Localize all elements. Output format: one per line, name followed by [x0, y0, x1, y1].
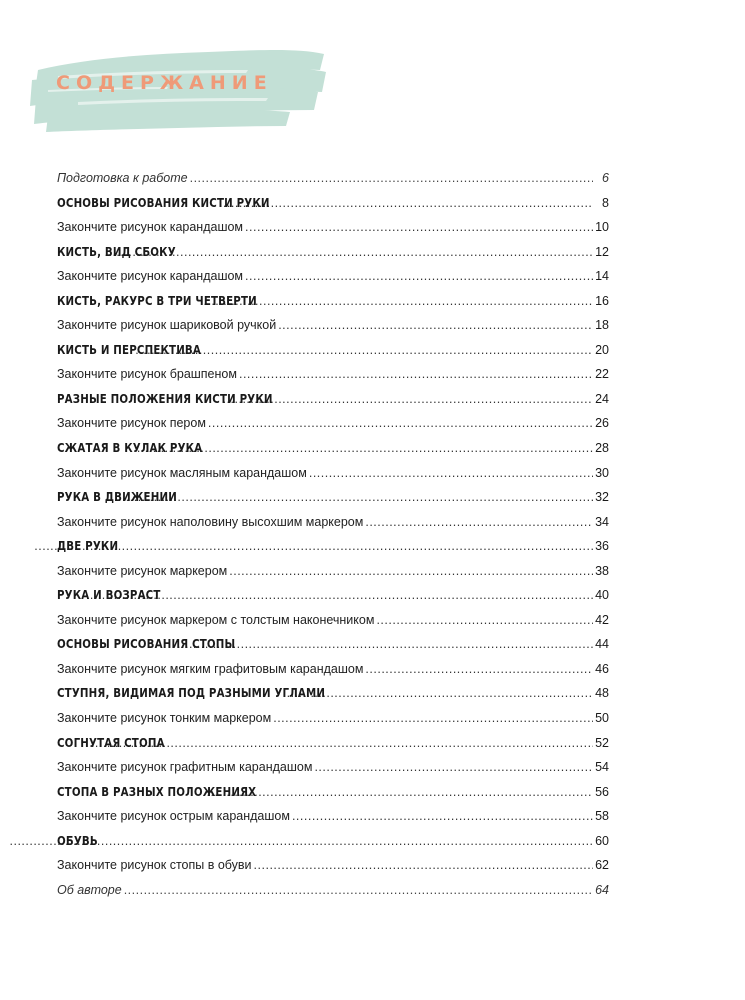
toc-entry-label: Закончите рисунок брашпеном: [57, 367, 237, 382]
dot-leader: [208, 411, 593, 436]
dot-leader: [91, 731, 593, 756]
toc-entry-label: КИСТЬ, ВИД СБОКУ: [57, 243, 176, 259]
toc-chapter-row[interactable]: [57, 289, 609, 314]
toc-page-number: 62: [595, 858, 609, 873]
toc-entry-label: РУКА И ВОЗРАСТ: [57, 587, 161, 603]
toc-entry-label: Закончите рисунок острым карандашом: [57, 809, 290, 824]
toc-exercise-row[interactable]: [57, 411, 609, 436]
toc-chapter-row[interactable]: [57, 583, 609, 608]
toc-page-number: 36: [595, 539, 609, 554]
toc-exercise-row[interactable]: [57, 362, 609, 387]
toc-entry-label: СТУПНЯ, ВИДИМАЯ ПОД РАЗНЫМИ УГЛАМИ: [57, 685, 326, 701]
dot-leader: [254, 853, 593, 878]
dot-leader: [365, 510, 593, 535]
toc-chapter-row[interactable]: [57, 731, 609, 756]
toc-entry-label: Об авторе: [57, 882, 122, 897]
toc-entry-label: Закончите рисунок маркером с толстым наконечником: [57, 612, 375, 627]
toc-chapter-row[interactable]: [57, 191, 609, 216]
dot-leader: [203, 780, 593, 805]
toc-entry-label: Закончите рисунок карандашом: [57, 269, 244, 284]
table-of-contents: [57, 166, 609, 902]
dot-leader: [203, 289, 593, 314]
dot-leader: [287, 681, 593, 706]
toc-chapter-row[interactable]: [57, 240, 609, 265]
toc-entry-label: ОСНОВЫ РИСОВАНИЯ СТОПЫ: [57, 636, 236, 652]
toc-page-number: 10: [595, 220, 609, 235]
toc-exercise-row[interactable]: [57, 608, 609, 633]
dot-leader: [86, 583, 593, 608]
toc-page-number: 20: [595, 342, 609, 357]
dot-leader: [239, 362, 593, 387]
toc-section-row[interactable]: [57, 878, 609, 903]
toc-exercise-row[interactable]: [57, 264, 609, 289]
toc-exercise-row[interactable]: [57, 853, 609, 878]
dot-leader: [376, 608, 593, 633]
toc-entry-label: КИСТЬ, РАКУРС В ТРИ ЧЕТВЕРТИ: [57, 292, 257, 308]
dot-leader: [105, 240, 593, 265]
toc-page-number: 34: [595, 514, 609, 529]
toc-page-number: 12: [595, 244, 609, 259]
dot-leader: [309, 461, 593, 486]
toc-exercise-row[interactable]: [57, 215, 609, 240]
dot-leader: [190, 166, 593, 191]
toc-entry-label: Закончите рисунок шариковой ручкой: [57, 318, 277, 333]
toc-entry-label: ОБУВЬ: [57, 832, 98, 848]
toc-entry-label: Подготовка к работе: [57, 171, 188, 185]
page-title: СОДЕРЖАНИЕ: [56, 72, 273, 94]
toc-chapter-row[interactable]: [57, 681, 609, 706]
dot-leader: [278, 313, 593, 338]
dot-leader: [229, 559, 593, 584]
toc-page-number: 26: [595, 416, 609, 431]
toc-exercise-row[interactable]: [57, 559, 609, 584]
dot-leader: [124, 878, 593, 903]
toc-page-number: 48: [595, 686, 609, 701]
toc-entry-label: РАЗНЫЕ ПОЛОЖЕНИЯ КИСТИ РУКИ: [57, 390, 273, 406]
toc-page-number: 58: [595, 809, 609, 824]
toc-entry-label: Закончите рисунок наполовину высохшим маркером: [57, 514, 364, 529]
toc-page-number: 38: [595, 563, 609, 578]
toc-page-number: 44: [595, 637, 609, 652]
toc-entry-label: Закончите рисунок стопы в обуви: [57, 858, 252, 873]
toc-page-number: 42: [595, 612, 609, 627]
toc-page-number: 24: [595, 391, 609, 406]
toc-page-number: 22: [595, 367, 609, 382]
toc-exercise-row[interactable]: [57, 313, 609, 338]
toc-page-number: 50: [595, 711, 609, 726]
toc-chapter-row[interactable]: [57, 387, 609, 412]
toc-entry-label: СОГНУТАЯ СТОПА: [57, 734, 165, 750]
toc-chapter-row[interactable]: [57, 534, 609, 559]
toc-page-number: 54: [595, 760, 609, 775]
toc-section-row[interactable]: [57, 166, 609, 191]
toc-page-number: 16: [595, 293, 609, 308]
toc-chapter-row[interactable]: [57, 338, 609, 363]
toc-entry-label: Закончите рисунок карандашом: [57, 220, 244, 235]
toc-exercise-row[interactable]: [57, 706, 609, 731]
dot-leader: [292, 804, 593, 829]
toc-entry-label: РУКА В ДВИЖЕНИИ: [57, 489, 177, 505]
toc-page-number: 18: [595, 318, 609, 333]
toc-entry-label: ДВЕ РУКИ: [57, 538, 119, 554]
toc-page-number: 40: [595, 588, 609, 603]
toc-exercise-row[interactable]: [57, 755, 609, 780]
toc-entry-label: Закончите рисунок графитным карандашом: [57, 760, 313, 775]
toc-entry-label: Закончите рисунок масляным карандашом: [57, 465, 307, 480]
toc-entry-label: ОСНОВЫ РИСОВАНИЯ КИСТИ РУКИ: [57, 194, 270, 210]
toc-chapter-row[interactable]: [57, 780, 609, 805]
dot-leader: [135, 338, 593, 363]
dot-leader: [273, 706, 593, 731]
toc-page-number: 64: [595, 882, 609, 897]
toc-page-number: 60: [595, 833, 609, 848]
toc-page-number: 8: [602, 195, 609, 210]
toc-chapter-row[interactable]: [57, 485, 609, 510]
toc-page-number: 46: [595, 661, 609, 676]
dot-leader: [314, 755, 593, 780]
dot-leader: [219, 191, 593, 216]
toc-chapter-row[interactable]: [57, 436, 609, 461]
toc-page-number: 6: [602, 171, 609, 185]
toc-page-number: 56: [595, 784, 609, 799]
toc-chapter-row[interactable]: [57, 632, 609, 657]
dot-leader: [177, 632, 593, 657]
toc-chapter-row[interactable]: [57, 829, 609, 854]
dot-leader: [223, 387, 593, 412]
toc-entry-label: Закончите рисунок тонким маркером: [57, 711, 272, 726]
dot-leader: [106, 485, 593, 510]
toc-entry-label: СТОПА В РАЗНЫХ ПОЛОЖЕНИЯХ: [57, 783, 257, 799]
dot-leader: [245, 264, 593, 289]
dot-leader: [365, 657, 593, 682]
toc-entry-label: Закончите рисунок пером: [57, 416, 206, 431]
toc-page-number: 52: [595, 735, 609, 750]
toc-entry-label: Закончите рисунок маркером: [57, 563, 228, 578]
toc-exercise-row[interactable]: [57, 657, 609, 682]
toc-page-number: 30: [595, 465, 609, 480]
dot-leader: [245, 215, 593, 240]
toc-entry-label: Закончите рисунок мягким графитовым карандашом: [57, 661, 364, 676]
toc-entry-label: СЖАТАЯ В КУЛАК РУКА: [57, 440, 203, 456]
toc-page-number: 32: [595, 490, 609, 505]
toc-page-number: 14: [595, 269, 609, 284]
toc-entry-label: КИСТЬ И ПЕРСПЕКТИВА: [57, 341, 202, 357]
dot-leader: [137, 436, 593, 461]
toc-page-number: 28: [595, 441, 609, 456]
toc-exercise-row[interactable]: [57, 461, 609, 486]
toc-exercise-row[interactable]: [57, 804, 609, 829]
toc-exercise-row[interactable]: [57, 510, 609, 535]
